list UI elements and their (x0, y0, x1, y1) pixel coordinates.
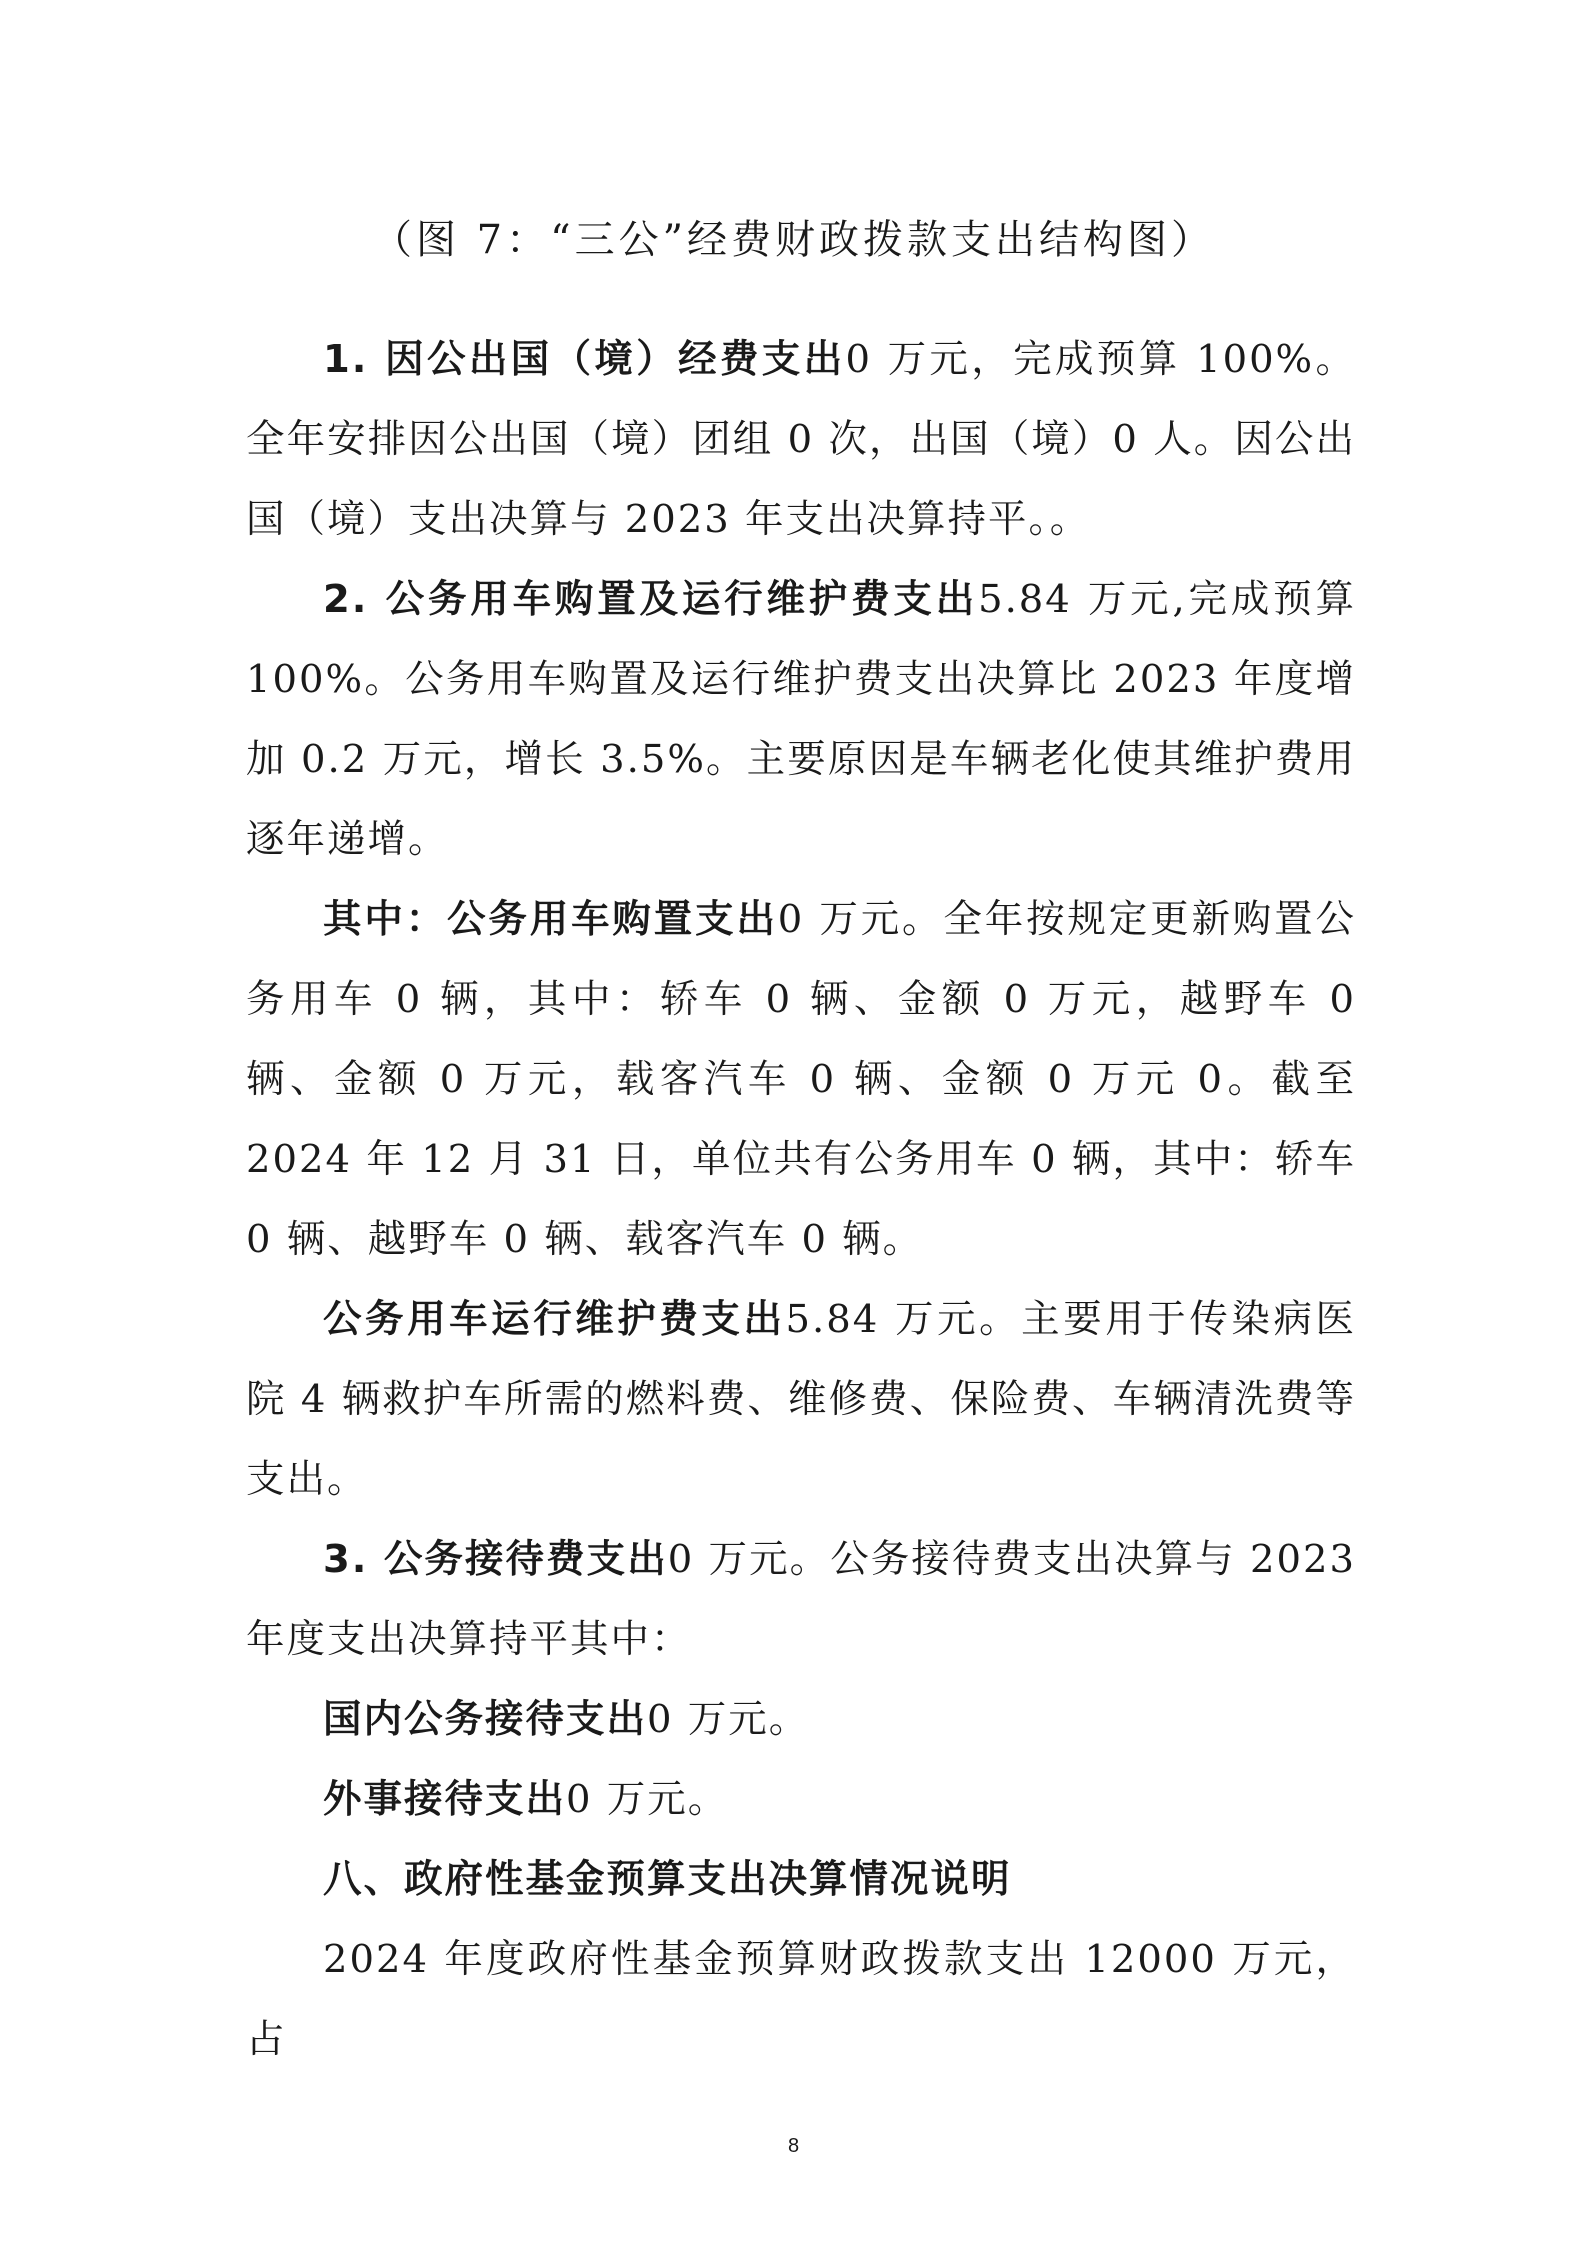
paragraph-lead: 2. 公务用车购置及运行维护费支出 (323, 577, 979, 622)
paragraph-vehicle-purchase (246, 880, 1356, 1280)
figure-caption: （图 7：“三公”经费财政拨款支出结构图） (371, 217, 1216, 263)
paragraph-text: 5.84 万元,完成预算 100%。公务用车购置及运行维护费支出决算比 2023 年度增加 0.2 万元，增长 3.5%。主要原因是车辆老化使其维护费用逐年递增。 (246, 577, 1356, 862)
section-heading: 八、政府性基金预算支出决算情况说明 (323, 1857, 1012, 1902)
paragraph-domestic-reception (246, 1680, 1356, 1760)
paragraph-lead: 其中：公务用车购置支出 (323, 897, 778, 942)
paragraph-lead: 公务用车运行维护费支出 (323, 1297, 786, 1342)
paragraph-vehicle-expenses (246, 560, 1356, 880)
paragraph-lead: 国内公务接待支出 (323, 1697, 648, 1742)
page-number: 8 (787, 2135, 800, 2157)
paragraph-abroad-expenses (246, 320, 1356, 560)
paragraph-text: 0 万元。公务接待费支出决算与 2023 年度支出决算持平其中： (246, 1537, 1356, 1662)
paragraph-text: 0 万元。 (566, 1777, 729, 1822)
paragraph-lead: 3. 公务接待费支出 (323, 1537, 668, 1582)
paragraph-lead: 外事接待支出 (323, 1777, 567, 1822)
paragraph-fund-budget: 2024 年度政府性基金预算财政拨款支出 12000 万元，占 (246, 1937, 1356, 2062)
paragraph-lead: 1. 因公出国（境）经费支出 (323, 337, 846, 382)
paragraph-text: 0 万元，完成预算 100%。全年安排因公出国（境）团组 0 次，出国（境）0 人。因公出国（境）支出决算与 2023 年支出决算持平。。 (246, 337, 1356, 542)
paragraph-vehicle-maintenance (246, 1280, 1356, 1520)
body-text (246, 320, 1356, 2080)
paragraph-text: 0 万元。 (647, 1697, 810, 1742)
paragraph-text: 5.84 万元。主要用于传染病医院 4 辆救护车所需的燃料费、维修费、保险费、车辆清洗费等支出。 (246, 1297, 1356, 1502)
paragraph-text: 0 万元。全年按规定更新购置公务用车 0 辆，其中：轿车 0 辆、金额 0 万元，越野车 0 辆、金额 0 万元，载客汽车 0 辆、金额 0 万元 0。截至 2024 年 12 月 31 日，单位共有公务用车 0 辆，其中：轿车 0 辆、越野车 0 辆、载客汽车 0 辆。 (246, 897, 1356, 1262)
paragraph-reception-expenses (246, 1520, 1356, 1680)
paragraph-foreign-reception (246, 1760, 1356, 1840)
